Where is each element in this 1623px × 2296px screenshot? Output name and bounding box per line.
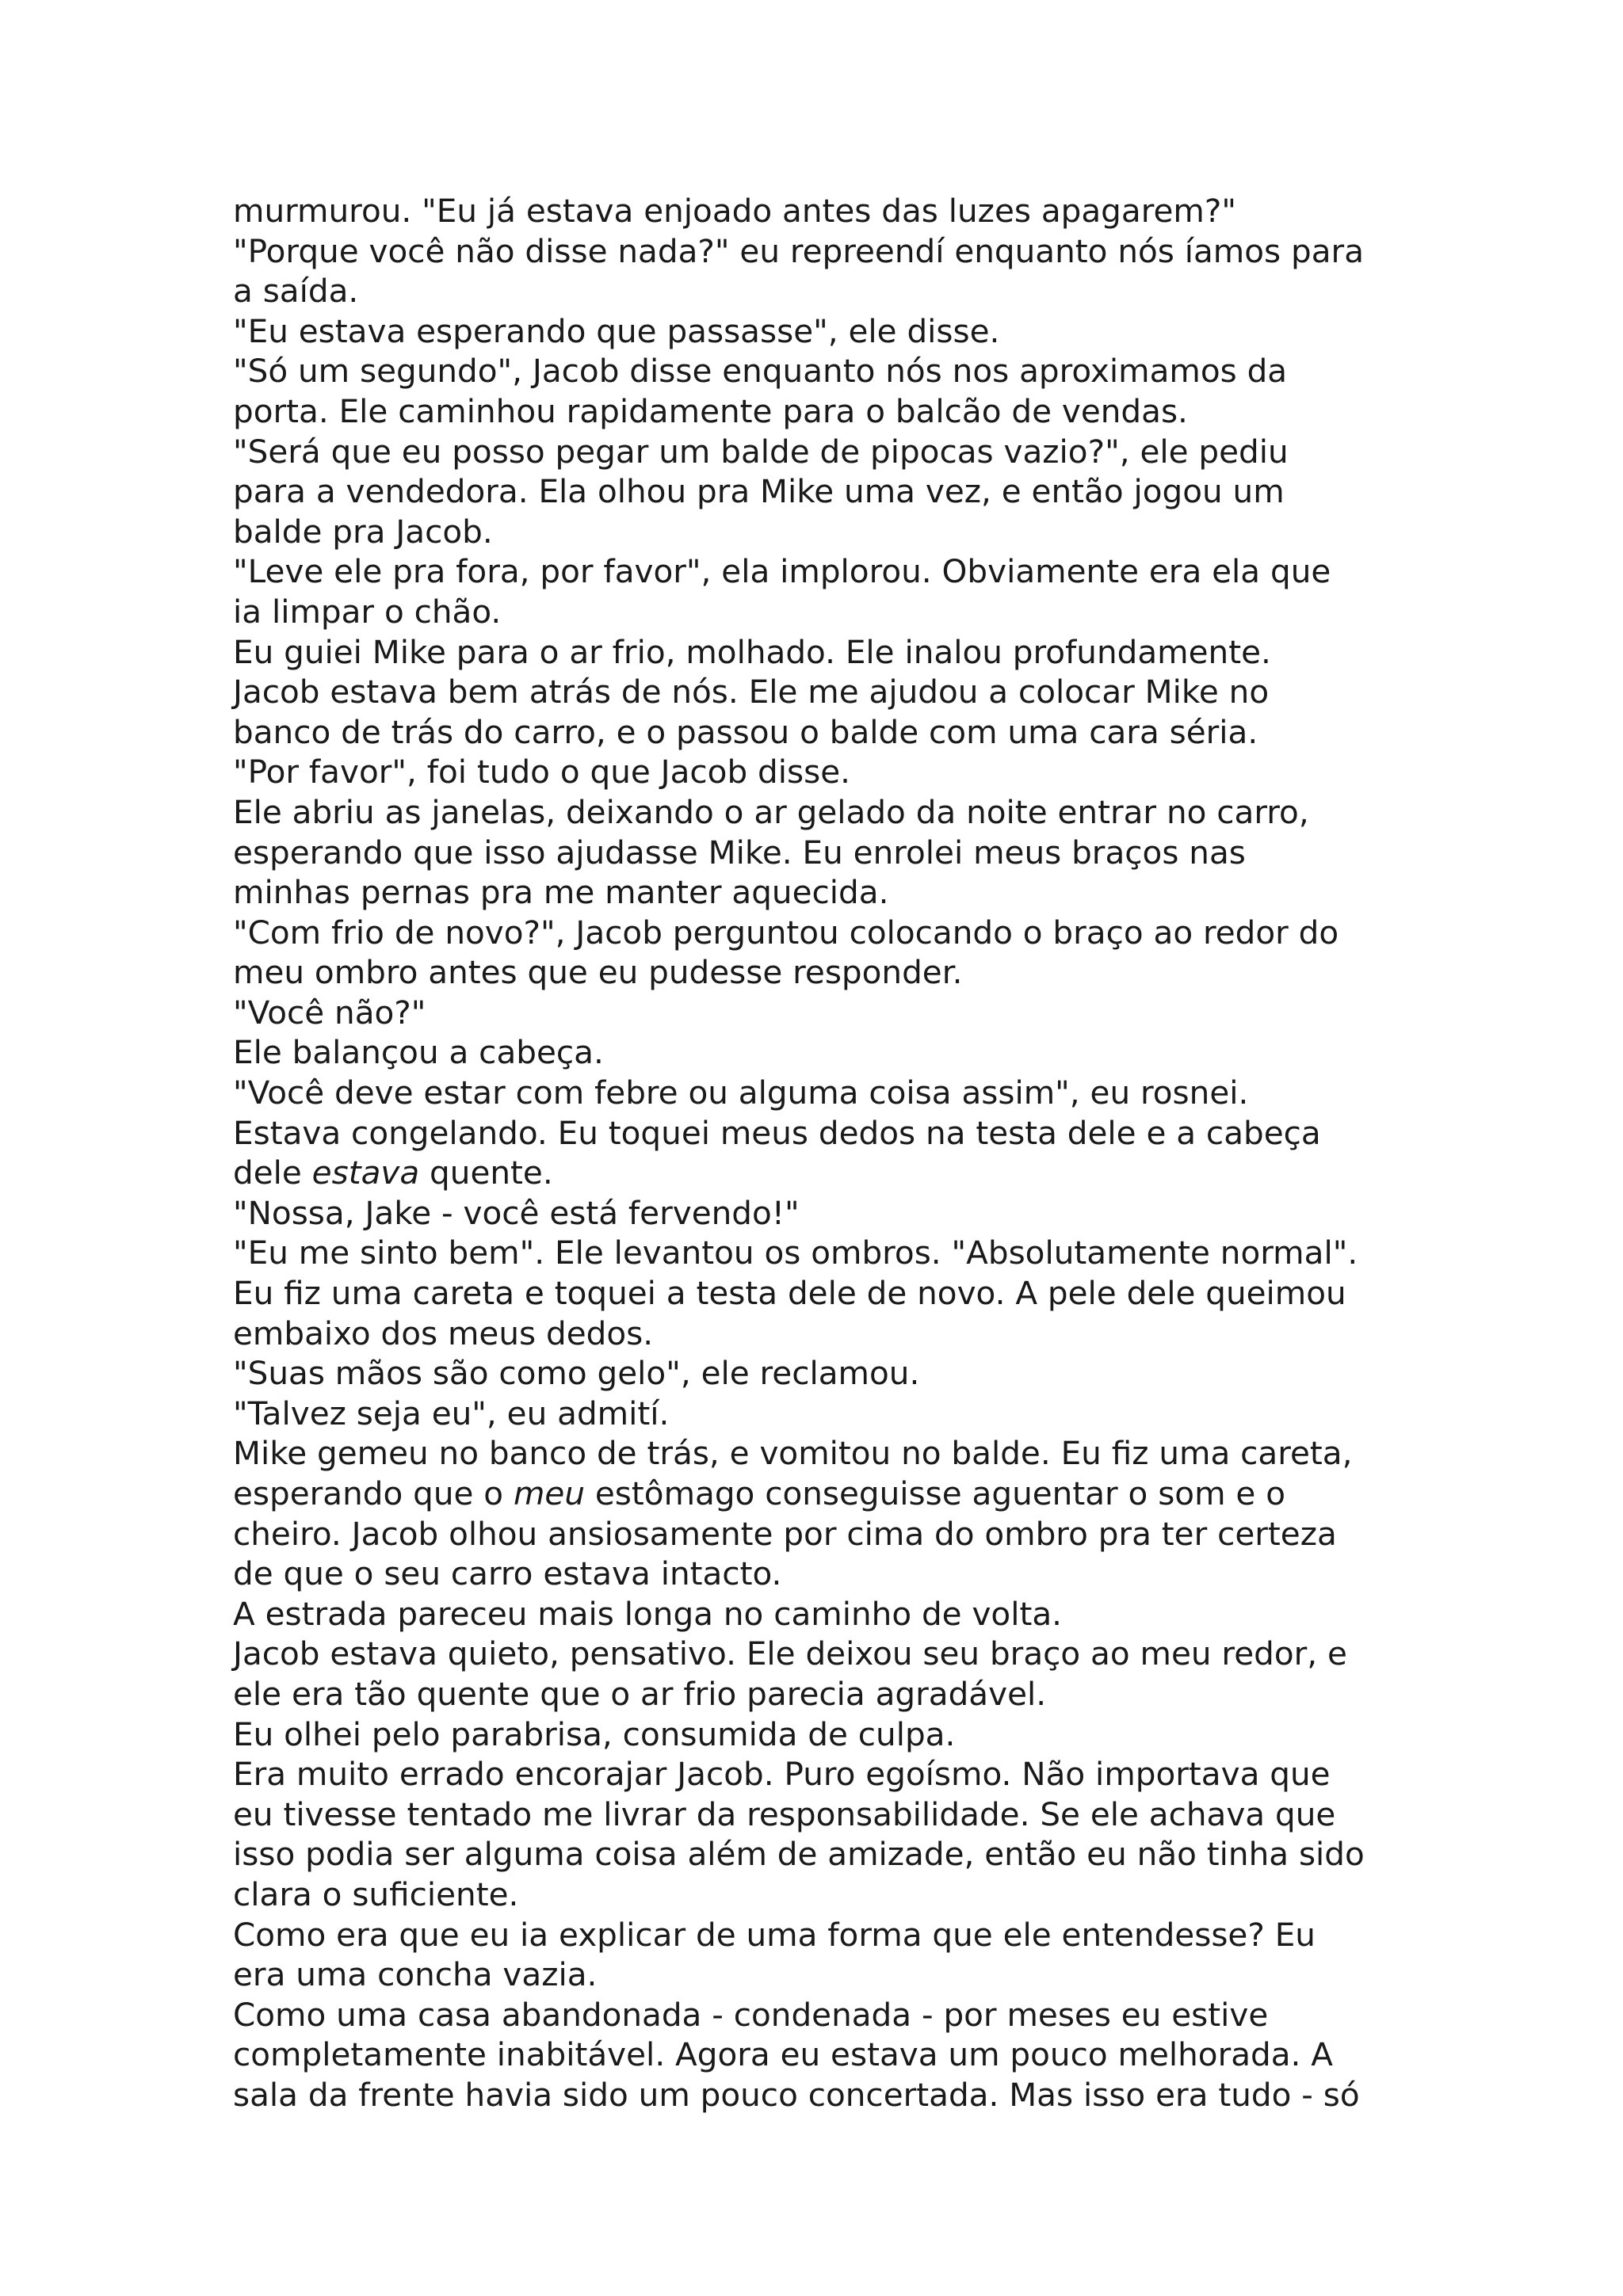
text-line: Eu olhei pelo parabrisa, consumida de culpa. xyxy=(233,1714,956,1753)
text-line: "Você não?" xyxy=(233,993,426,1032)
emphasized-word: meu xyxy=(513,1474,586,1512)
text-line: Jacob estava bem atrás de nós. Ele me ajudou a colocar Mike no xyxy=(233,673,1270,711)
emphasized-word: estava xyxy=(311,1154,420,1192)
text-line: "Com frio de novo?", Jacob perguntou colocando o braço ao redor do xyxy=(233,913,1339,952)
text-line: Eu fiz uma careta e toquei a testa dele de novo. A pele dele queimou xyxy=(233,1274,1346,1313)
text-segment: esperando que o xyxy=(233,1474,514,1512)
text-line: "Talvez seja eu", eu admití. xyxy=(233,1394,670,1432)
text-line: Estava congelando. Eu toquei meus dedos na testa dele e a cabeça xyxy=(233,1113,1321,1152)
text-line: a saída. xyxy=(233,272,359,311)
text-line: isso podia ser alguma coisa além de amizade, então eu não tinha sido xyxy=(233,1835,1365,1874)
text-line: completamente inabitável. Agora eu estava um pouco melhorada. A xyxy=(233,2035,1334,2074)
text-line: ele era tão quente que o ar frio parecia agradável. xyxy=(233,1674,1047,1713)
text-line: "Suas mãos são como gelo", ele reclamou. xyxy=(233,1354,920,1393)
text-line xyxy=(233,1153,1422,1193)
text-line: Eu guiei Mike para o ar frio, molhado. Ele inalou profundamente. xyxy=(233,632,1271,671)
text-line xyxy=(233,1474,1422,1514)
text-line: era uma concha vazia. xyxy=(233,1955,598,1994)
text-line: Ele abriu as janelas, deixando o ar gelado da noite entrar no carro, xyxy=(233,792,1309,831)
text-line: eu tivesse tentado me livrar da responsabilidade. Se ele achava que xyxy=(233,1794,1336,1833)
text-line: porta. Ele caminhou rapidamente para o balcão de vendas. xyxy=(233,391,1188,430)
text-line: "Será que eu posso pegar um balde de pipocas vazio?", ele pediu xyxy=(233,432,1289,471)
text-line: balde pra Jacob. xyxy=(233,512,493,551)
text-line: Ele balançou a cabeça. xyxy=(233,1033,604,1072)
body-text xyxy=(233,191,1422,2115)
text-line: Jacob estava quieto, pensativo. Ele deixou seu braço ao meu redor, e xyxy=(233,1634,1347,1673)
text-line: "Leve ele pra fora, por favor", ela implorou. Obviamente era ela que xyxy=(233,552,1331,591)
text-line: de que o seu carro estava intacto. xyxy=(233,1554,782,1593)
text-line: "Por favor", foi tudo o que Jacob disse. xyxy=(233,753,850,791)
text-line: "Nossa, Jake - você está fervendo!" xyxy=(233,1193,800,1232)
text-line: "Porque você não disse nada?" eu repreendí enquanto nós íamos para xyxy=(233,231,1365,270)
text-segment: dele xyxy=(233,1154,312,1192)
text-line: murmurou. "Eu já estava enjoado antes das luzes apagarem?" xyxy=(233,192,1236,230)
text-line: meu ombro antes que eu pudesse responder. xyxy=(233,953,963,992)
text-line: "Eu estava esperando que passasse", ele disse. xyxy=(233,311,1000,350)
text-line: minhas pernas pra me manter aquecida. xyxy=(233,873,889,912)
text-line: Mike gemeu no banco de trás, e vomitou no balde. Eu fiz uma careta, xyxy=(233,1434,1353,1473)
text-line: ia limpar o chão. xyxy=(233,592,502,631)
text-line: embaixo dos meus dedos. xyxy=(233,1314,654,1352)
text-line: cheiro. Jacob olhou ansiosamente por cima do ombro pra ter certeza xyxy=(233,1514,1337,1553)
text-line: A estrada pareceu mais longa no caminho de volta. xyxy=(233,1594,1063,1633)
text-line: Como era que eu ia explicar de uma forma que ele entendesse? Eu xyxy=(233,1915,1316,1954)
text-line: esperando que isso ajudasse Mike. Eu enrolei meus braços nas xyxy=(233,833,1246,871)
text-line: Era muito errado encorajar Jacob. Puro egoísmo. Não importava que xyxy=(233,1755,1331,1794)
text-line: clara o suficiente. xyxy=(233,1875,519,1913)
text-line: "Só um segundo", Jacob disse enquanto nós nos aproximamos da xyxy=(233,352,1288,391)
text-line: sala da frente havia sido um pouco concertada. Mas isso era tudo - só xyxy=(233,2075,1360,2114)
text-line: "Você deve estar com febre ou alguma coisa assim", eu rosnei. xyxy=(233,1074,1249,1112)
text-line: para a vendedora. Ela olhou pra Mike uma vez, e então jogou um xyxy=(233,472,1285,511)
text-line: banco de trás do carro, e o passou o balde com uma cara séria. xyxy=(233,712,1258,751)
text-segment: quente. xyxy=(419,1154,553,1192)
text-line: "Eu me sinto bem". Ele levantou os ombros. "Absolutamente normal". xyxy=(233,1234,1358,1272)
text-line: Como uma casa abandonada - condenada - por meses eu estive xyxy=(233,1995,1269,2034)
text-segment: estômago conseguisse aguentar o som e o xyxy=(585,1474,1285,1512)
